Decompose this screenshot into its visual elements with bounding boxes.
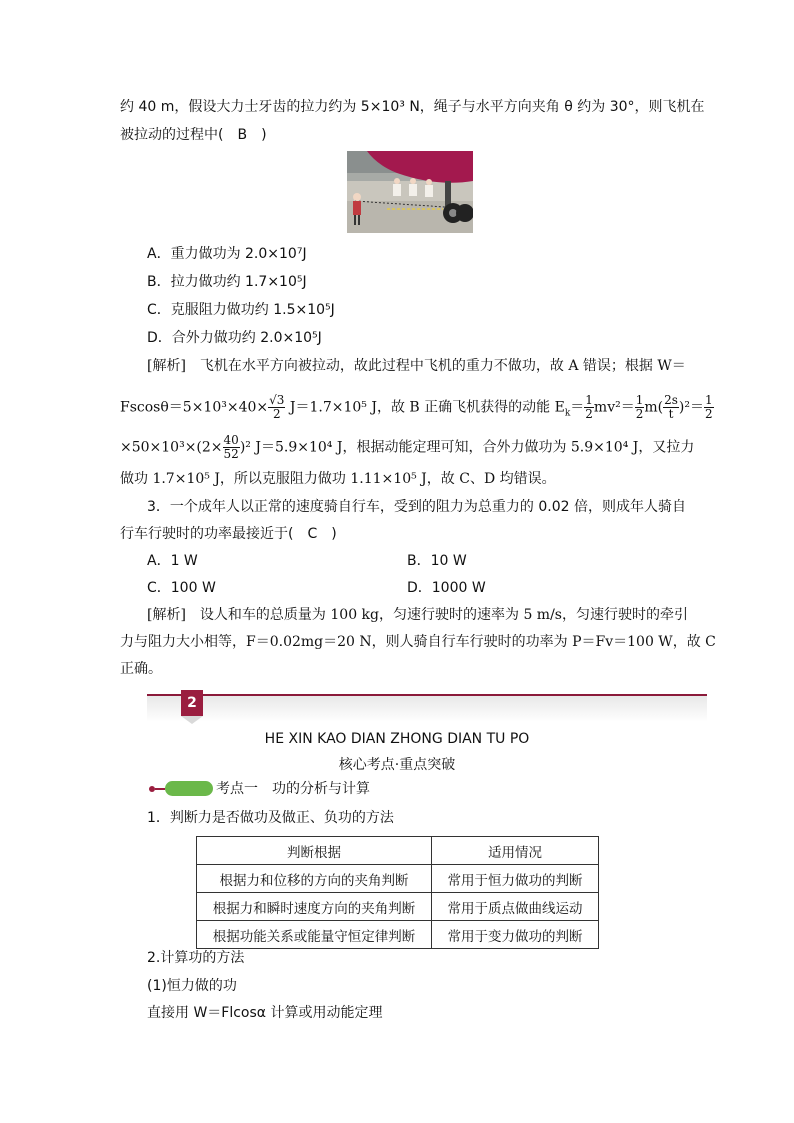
q2-analysis-line1: [解析] 飞机在水平方向被拉动，故此过程中飞机的重力不做功，故 A 错误；根据 W＝ <box>147 358 686 374</box>
q3-stem-line2: 行车行驶时的功率最接近于( C ) <box>120 526 337 542</box>
q3-analysis-line1: [解析] 设人和车的总质量为 100 kg，匀速行驶时的速率为 5 m/s，匀速行驶时的牵引 <box>147 607 688 623</box>
fraction-1-over-2: $\frac{1}{2}$ <box>585 393 593 421</box>
table-row <box>197 893 599 921</box>
section-tag-pointer <box>181 716 203 724</box>
table-cell: 根据力和位移的方向的夹角判断 <box>197 865 432 893</box>
part1-heading: 1．判断力是否做功及做正、负功的方法 <box>147 810 394 826</box>
fraction-sqrt3-over-2: $\frac{√3}{2}$ <box>269 393 285 421</box>
table-cell: 常用于恒力做功的判断 <box>432 865 599 893</box>
fraction-1-over-2-b: $\frac{1}{2}$ <box>635 393 644 421</box>
table-row <box>197 921 599 949</box>
judgement-table <box>196 836 599 949</box>
fraction-1-over-2-c: $\frac{1}{2}$ <box>704 393 713 421</box>
q3-analysis-line3: 正确。 <box>120 661 162 677</box>
q3-option-c: C．100 W <box>147 580 216 596</box>
q2-analysis-line2-a: Fscosθ＝5×10³×40× <box>120 399 269 416</box>
q2-option-a: A．重力做功为 2.0×10⁷J <box>147 246 307 262</box>
table-header-row <box>197 837 599 865</box>
fraction-40-over-52: $\frac{40}{52}$ <box>223 433 239 461</box>
q2-analysis-line2-b: J＝1.7×10⁵ J，故 B 正确飞机获得的动能 E <box>285 399 565 416</box>
q3-option-b: B．10 W <box>407 553 467 569</box>
table-cell: 常用于质点做曲线运动 <box>432 893 599 921</box>
table-row <box>197 865 599 893</box>
q3-option-d: D．1000 W <box>407 580 486 596</box>
part2-heading: 2.计算功的方法 <box>147 950 245 966</box>
section-number-tag: 2 <box>181 690 203 716</box>
section-banner-line <box>147 694 707 696</box>
table-cell: 根据力和瞬时速度方向的夹角判断 <box>197 893 432 921</box>
section-banner-shade <box>147 696 707 722</box>
q2-analysis-line2: Fscosθ＝5×10³×40× $\frac{√3}{2}$ J＝1.7×10⁵ J，故 B 正确飞机获得的动能 $E_k=$ $\frac{1}{2}$ mv²＝ $\frac{1}{2}$ m( $\frac{2s}{t}$ )²＝ $\frac{1}{2}$ <box>120 393 713 421</box>
part2-sub1: (1)恒力做的功 <box>147 978 237 994</box>
q2-option-d: D．合外力做功约 2.0×10⁵J <box>147 330 322 346</box>
q2-option-c: C．克服阻力做功约 1.5×10⁵J <box>147 302 335 318</box>
q2-stem-line1: 约 40 m，假设大力士牙齿的拉力约为 5×10³ N，绳子与水平方向夹角 θ 约为 30°，则飞机在 <box>120 99 705 115</box>
q2-analysis-line3: ×50×10³×(2× $\frac{40}{52}$ )² J＝5.9×10⁴ J，根据动能定理可知，合外力做功为 5.9×10⁴ J，又拉力 <box>120 433 695 461</box>
kaodian-heading: 考点一 功的分析与计算 <box>216 781 370 797</box>
kaodian-pill-icon <box>165 781 213 796</box>
q3-option-a: A．1 W <box>147 553 198 569</box>
q3-analysis-line2: 力与阻力大小相等，F＝0.02mg＝20 N，则人骑自行车行驶时的功率为 P＝Fv＝100 W，故 C <box>120 634 716 650</box>
q2-option-b: B．拉力做功约 1.7×10⁵J <box>147 274 307 290</box>
fraction-2s-over-t: $\frac{2s}{t}$ <box>664 393 678 421</box>
section-title: 核心考点·重点突破 <box>338 757 456 773</box>
q2-analysis-line4: 做功 1.7×10⁵ J，所以克服阻力做功 1.11×10⁵ J，故 C、D 均错误。 <box>120 471 556 487</box>
table-header: 判断根据 <box>197 837 432 865</box>
q2-stem-line2: 被拉动的过程中( B ) <box>120 127 267 143</box>
kaodian-line-icon <box>155 788 165 790</box>
airplane-pulling-photo <box>347 151 473 233</box>
section-pinyin: HE XIN KAO DIAN ZHONG DIAN TU PO <box>264 731 530 747</box>
q3-stem-line1: 3．一个成年人以正常的速度骑自行车，受到的阻力为总重力的 0.02 倍，则成年人骑自 <box>147 499 686 515</box>
table-header: 适用情况 <box>432 837 599 865</box>
table-cell: 根据功能关系或能量守恒定律判断 <box>197 921 432 949</box>
table-cell: 常用于变力做功的判断 <box>432 921 599 949</box>
part2-text: 直接用 W＝Flcosα 计算或用动能定理 <box>147 1005 383 1021</box>
